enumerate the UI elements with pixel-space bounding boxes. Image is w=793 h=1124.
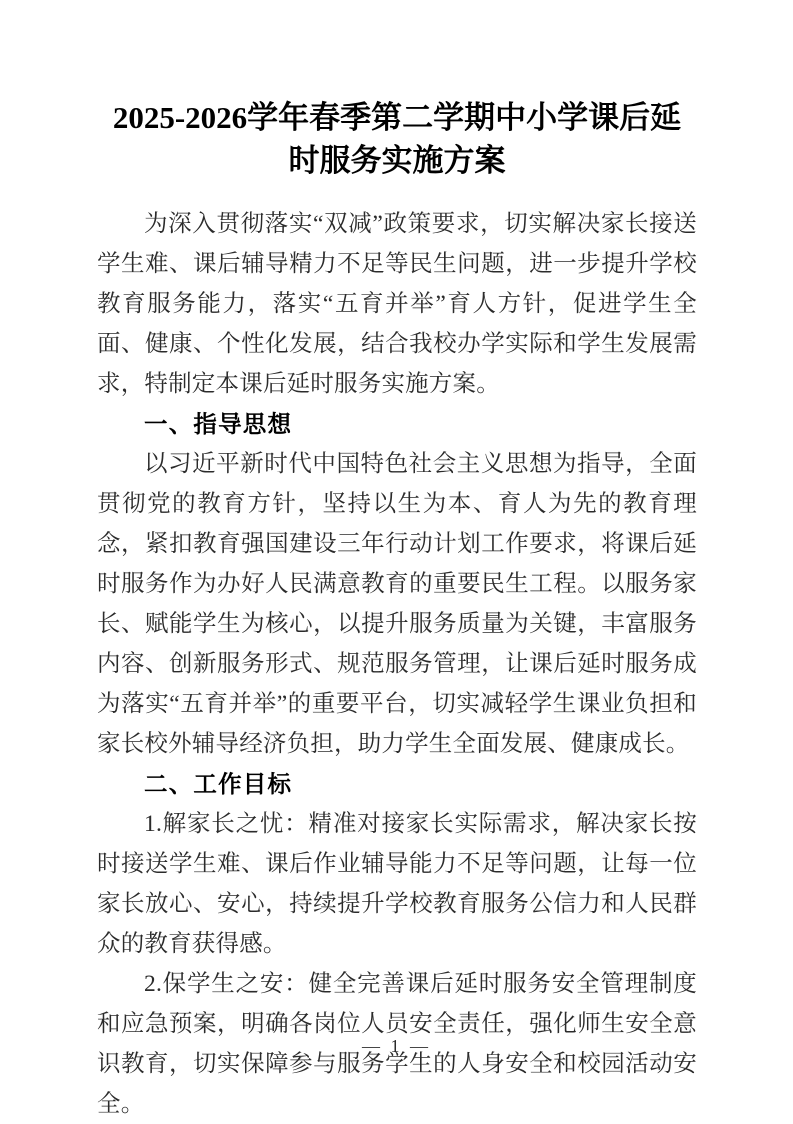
preamble-paragraph: 为深入贯彻落实“双减”政策要求，切实解决家长接送学生难、课后辅导精力不足等民生问题，进一步提升学校教育服务能力，落实“五育并举”育人方针，促进学生全面、健康、个性化发展，结合我校办学实际和学生发展需求，特制定本课后延时服务实施方案。 <box>97 211 697 397</box>
document-content <box>97 96 697 1124</box>
objective-item-1: 1.解家长之忧：精准对接家长实际需求，解决家长按时接送学生难、课后作业辅导能力不足等问题，让每一位家长放心、安心，持续提升学校教育服务公信力和人民群众的教育获得感。 <box>97 811 697 957</box>
page-title: 2025-2026学年春季第二学期中小学课后延时服务实施方案 <box>112 100 682 178</box>
objective-item-2: 2.保学生之安：健全完善课后延时服务安全管理制度和应急预案，明确各岗位人员安全责任，强化师生安全意识教育，切实保障参与服务学生的人身安全和校园活动安全。 <box>97 971 697 1117</box>
section-heading-work-objectives: 二、工作目标 <box>144 771 293 797</box>
section-heading-guiding-ideology: 一、指导思想 <box>144 411 293 437</box>
section-paragraph-guiding-ideology: 以习近平新时代中国特色社会主义思想为指导，全面贯彻党的教育方针，坚持以生为本、育人为先的教育理念，紧扣教育强国建设三年行动计划工作要求，将课后延时服务作为办好人民满意教育的重要民生工程。以服务家长、赋能学生为核心，以提升服务质量为关键，丰富服务内容、创新服务形式、规范服务管理，让课后延时服务成为落实“五育并举”的重要平台，切实减轻学生课业负担和家长校外辅导经济负担，助力学生全面发展、健康成长。 <box>97 451 697 757</box>
page-number: — 1 — <box>362 1036 431 1056</box>
